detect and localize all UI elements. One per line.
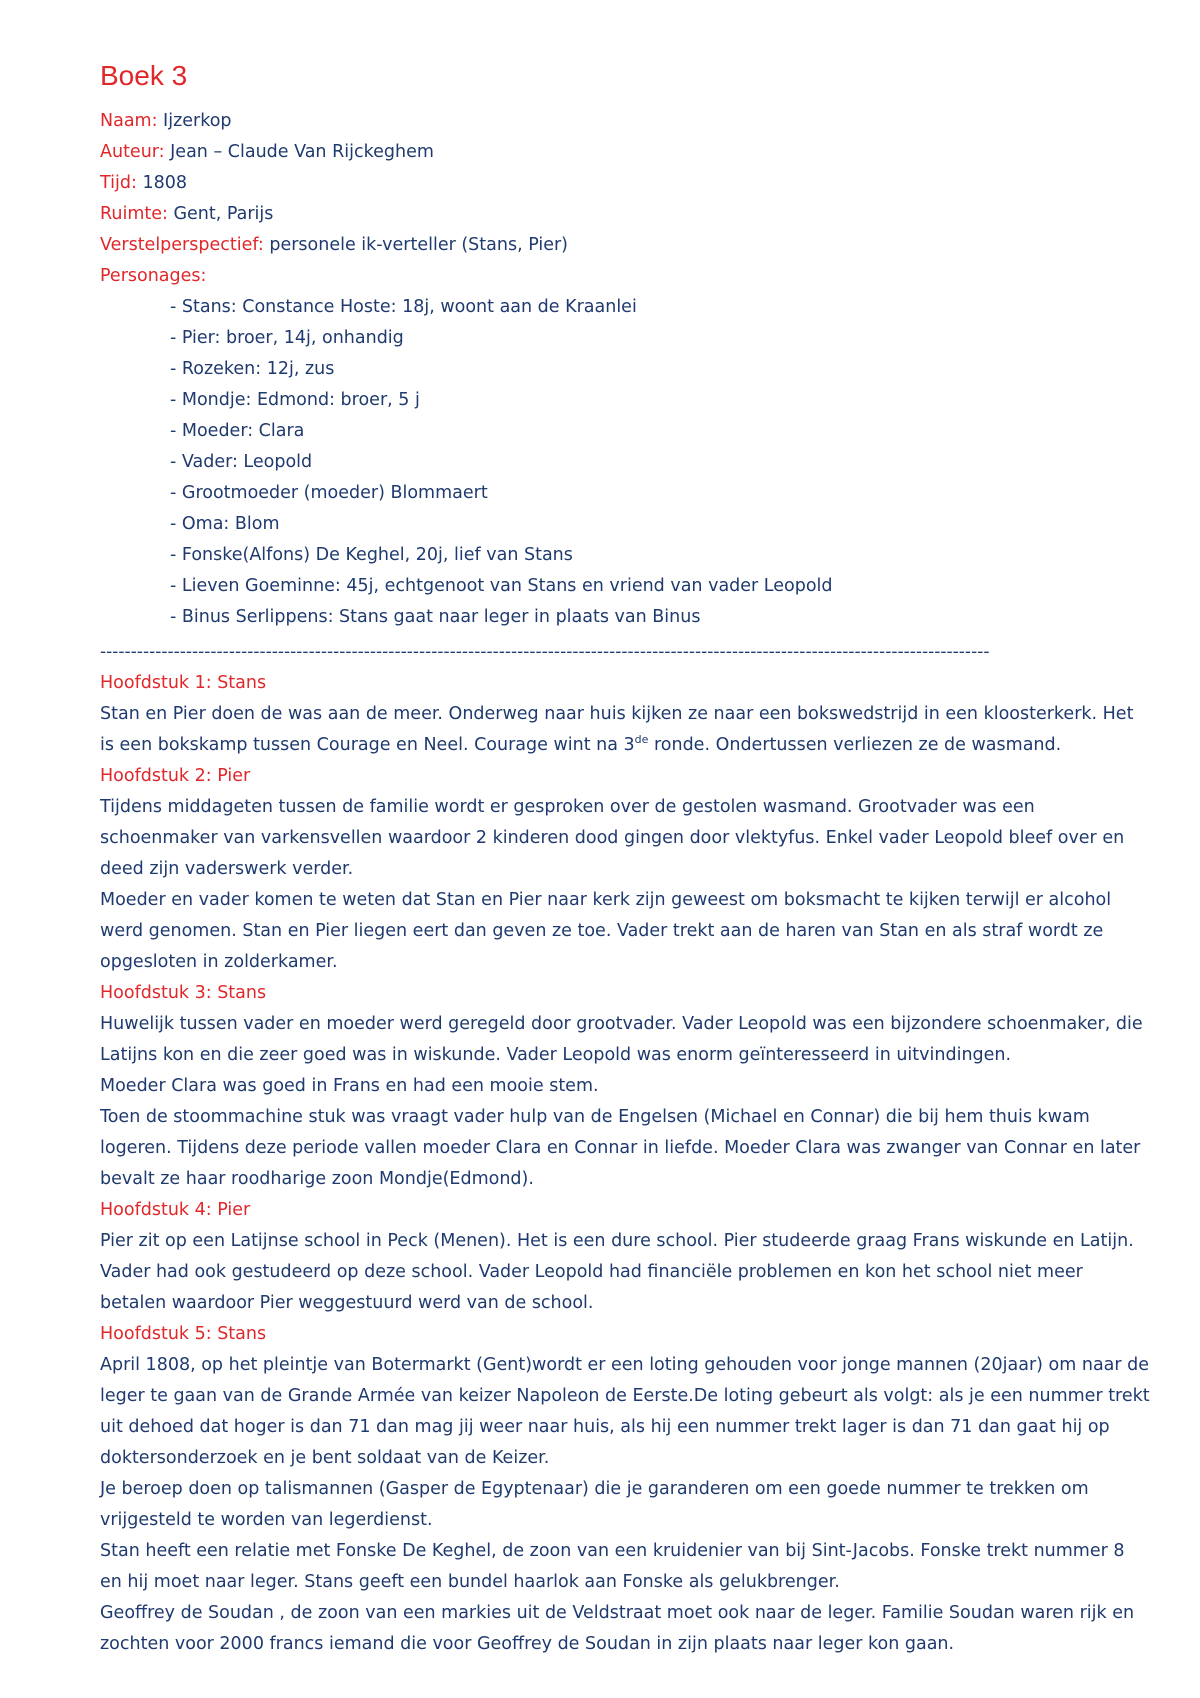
- meta-label: Naam:: [100, 111, 158, 131]
- meta-value: Ijzerkop: [157, 111, 232, 131]
- character-item: - Fonske(Alfons) De Keghel, 20j, lief van Stans: [170, 545, 573, 565]
- character-item: - Stans: Constance Hoste: 18j, woont aan de Kraanlei: [170, 297, 637, 317]
- character-item: - Vader: Leopold: [170, 452, 313, 472]
- chapter-heading: Hoofdstuk 5: Stans: [100, 1324, 267, 1344]
- chapter-paragraph: Toen de stoommachine stuk was vraagt vader hulp van de Engelsen (Michael en Connar) die bij hem thuis kwam logeren. Tijdens deze periode vallen moeder Clara en Connar in liefde. Moeder Clara was zwanger van Connar en later bevalt ze haar roodharige zoon Mondje(Edmond).: [100, 1107, 1141, 1189]
- paragraph-text: Stan en Pier doen de was aan de meer. Onderweg naar huis kijken ze naar een bokswedstrijd in een kloosterkerk. Het is een bokskamp tussen Courage en Neel. Courage wint na 3: [100, 704, 1134, 755]
- document-title: Boek 3: [100, 60, 188, 91]
- chapter-1: [100, 668, 1150, 761]
- book-metadata: [100, 106, 1140, 292]
- chapter-summaries: [100, 668, 1150, 1660]
- meta-label: Ruimte:: [100, 204, 168, 224]
- paragraph-text: ronde. Ondertussen verliezen ze de wasmand.: [648, 735, 1062, 755]
- meta-value: personele ik-verteller (Stans, Pier): [263, 235, 569, 255]
- chapter-paragraph: Tijdens middageten tussen de familie wordt er gesproken over de gestolen wasmand. Grootvader was een schoenmaker van varkensvellen waardoor 2 kinderen dood gingen door vlektyfus. Enkel vader Leopold bleef over en deed zijn vaderswerk verder.: [100, 797, 1125, 879]
- character-list: [170, 292, 833, 633]
- chapter-heading: Hoofdstuk 2: Pier: [100, 766, 251, 786]
- meta-value: 1808: [136, 173, 187, 193]
- character-item: - Moeder: Clara: [170, 421, 305, 441]
- character-item: - Grootmoeder (moeder) Blommaert: [170, 483, 488, 503]
- character-item: - Mondje: Edmond: broer, 5 j: [170, 390, 420, 410]
- character-item: - Lieven Goeminne: 45j, echtgenoot van Stans en vriend van vader Leopold: [170, 576, 833, 596]
- chapter-paragraph: Pier zit op een Latijnse school in Peck (Menen). Het is een dure school. Pier studeerde graag Frans wiskunde en Latijn. Vader had ook gestudeerd op deze school. Vader Leopold had financiële problemen en kon het school niet meer betalen waardoor Pier weggestuurd werd van de school.: [100, 1231, 1134, 1313]
- meta-label: Auteur:: [100, 142, 165, 162]
- chapter-paragraph: Moeder en vader komen te weten dat Stan en Pier naar kerk zijn geweest om boksmacht te kijken terwijl er alcohol werd genomen. Stan en Pier liegen eert dan geven ze toe. Vader trekt aan de haren van Stan en als straf wordt ze opgesloten in zolderkamer.: [100, 890, 1112, 972]
- chapter-paragraph: April 1808, op het pleintje van Botermarkt (Gent)wordt er een loting gehouden voor jonge mannen (20jaar) om naar de leger te gaan van de Grande Armée van keizer Napoleon de Eerste.De loting gebeurt als volgt: als je een nummer trekt uit dehoed dat hoger is dan 71 dan mag jij weer naar huis, als hij een nummer trekt lager is dan 71 dan gaat hij op doktersonderzoek en je bent soldaat van de Keizer.: [100, 1355, 1150, 1468]
- chapter-heading: Hoofdstuk 3: Stans: [100, 983, 267, 1003]
- character-item: - Pier: broer, 14j, onhandig: [170, 328, 404, 348]
- meta-value: Jean – Claude Van Rijckeghem: [164, 142, 434, 162]
- meta-value: Gent, Parijs: [167, 204, 274, 224]
- meta-row-perspective: [100, 230, 1140, 261]
- character-item: - Binus Serlippens: Stans gaat naar leger in plaats van Binus: [170, 607, 701, 627]
- chapter-3: [100, 978, 1150, 1195]
- character-item: - Oma: Blom: [170, 514, 280, 534]
- meta-label: Tijd:: [100, 173, 137, 193]
- ordinal-superscript: de: [634, 733, 649, 746]
- chapter-2: [100, 761, 1150, 978]
- chapter-paragraph: [100, 699, 1150, 761]
- character-item: - Rozeken: 12j, zus: [170, 359, 335, 379]
- meta-row-author: [100, 137, 1140, 168]
- chapter-5: [100, 1319, 1150, 1660]
- chapter-paragraph: Huwelijk tussen vader en moeder werd geregeld door grootvader. Vader Leopold was een bijzondere schoenmaker, die Latijns kon en die zeer goed was in wiskunde. Vader Leopold was enorm geïnteresseerd in uitvindingen.: [100, 1014, 1143, 1065]
- dashed-divider: -------------------------------------------------------------------------------------------------------------------------------------------------: [100, 642, 990, 662]
- meta-row-time: [100, 168, 1140, 199]
- chapter-paragraph: Moeder Clara was goed in Frans en had een mooie stem.: [100, 1076, 599, 1096]
- chapter-heading: Hoofdstuk 1: Stans: [100, 673, 267, 693]
- chapter-paragraph: Geoffrey de Soudan , de zoon van een markies uit de Veldstraat moet ook naar de leger. Familie Soudan waren rijk en zochten voor 2000 francs iemand die voor Geoffrey de Soudan in zijn plaats naar leger kon gaan.: [100, 1603, 1135, 1654]
- meta-row-space: [100, 199, 1140, 230]
- chapter-paragraph: Je beroep doen op talismannen (Gasper de Egyptenaar) die je garanderen om een goede nummer te trekken om vrijgesteld te worden van legerdienst.: [100, 1479, 1089, 1530]
- meta-label: Verstelperspectief:: [100, 235, 264, 255]
- chapter-4: [100, 1195, 1150, 1319]
- meta-row-name: [100, 106, 1140, 137]
- meta-row-characters: [100, 261, 1140, 292]
- chapter-heading: Hoofdstuk 4: Pier: [100, 1200, 251, 1220]
- chapter-paragraph: Stan heeft een relatie met Fonske De Keghel, de zoon van een kruidenier van bij Sint-Jacobs. Fonske trekt nummer 8 en hij moet naar leger. Stans geeft een bundel haarlok aan Fonske als gelukbrenger.: [100, 1541, 1125, 1592]
- meta-label: Personages:: [100, 266, 207, 286]
